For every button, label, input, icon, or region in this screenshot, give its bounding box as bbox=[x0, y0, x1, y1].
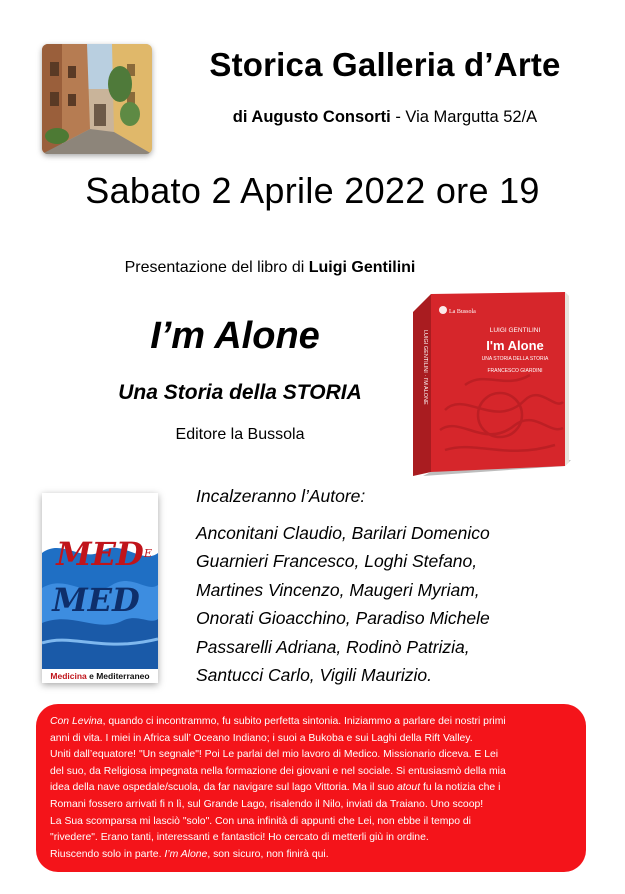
gallery-address: - Via Margutta 52/A bbox=[390, 108, 538, 126]
note-line: "rivedere". Erano tanti, interessanti e fantastici! Ho cercato di metterli giù in ordine. bbox=[50, 832, 429, 844]
author-note-text bbox=[50, 714, 574, 863]
speakers-line: Santucci Carlo, Vigili Maurizio. bbox=[196, 665, 433, 686]
note-line: idea della nave ospedale/scuola, da far navigare sul lago Vittoria. Ma il suo atout fu la notizia che i bbox=[50, 782, 501, 794]
book-publisher: Editore la Bussola bbox=[175, 426, 305, 443]
gallery-address-line bbox=[170, 108, 600, 127]
gallery-owner: di Augusto Consorti bbox=[232, 108, 391, 126]
cover-series: La Bussola bbox=[449, 309, 476, 315]
speakers-line: Onorati Gioacchino, Paradiso Michele bbox=[196, 608, 490, 629]
book-author: Luigi Gentilini bbox=[308, 259, 416, 276]
note-line: Riuscendo solo in parte. I’m Alone, son sicuro, non finirà qui. bbox=[50, 848, 329, 860]
panel-heading: Incalzeranno l’Autore: bbox=[196, 486, 366, 506]
gallery-name: Storica Galleria d’Arte bbox=[209, 46, 561, 83]
speakers-line: Passarelli Adriana, Rodinò Patrizia, bbox=[196, 636, 470, 657]
street-photo-image bbox=[42, 44, 152, 154]
note-line: del suo, da Religiosa impegnata nella formazione dei giovani e nel sociale. Si entusiasmò della mia bbox=[50, 765, 506, 777]
logo-word-top: MED bbox=[56, 535, 144, 573]
medicina-mediterraneo-logo bbox=[42, 493, 158, 683]
speakers-line: Martines Vincenzo, Maugeri Myriam, bbox=[196, 579, 480, 600]
author-note-box bbox=[36, 704, 586, 872]
presentation-intro: Presentazione del libro di bbox=[124, 259, 309, 276]
cover-spine-text: LUIGI GENTILINI · I'M ALONE bbox=[422, 330, 428, 405]
cover-preface: FRANCESCO GIARDINI bbox=[487, 368, 543, 374]
event-date: Sabato 2 Aprile 2022 ore 19 bbox=[85, 170, 540, 211]
book-title: I’m Alone bbox=[150, 315, 320, 357]
presentation-line bbox=[70, 259, 470, 277]
note-line: Romani fossero arrivati fi n lì, sul Grande Lago, risalendo il Nilo, inviati da Traiano. Uno scoop! bbox=[50, 798, 484, 810]
cover-subtitle: UNA STORIA DELLA STORIA bbox=[481, 356, 549, 362]
med-logo-graphic bbox=[42, 493, 158, 669]
book-subtitle: Una Storia della STORIA bbox=[118, 381, 362, 404]
note-line: anni di vita. I miei in Africa sull’ Oceano Indiano; i suoi a Bukoba e sui Laghi della Rift Valley. bbox=[50, 732, 473, 744]
book-cover bbox=[405, 290, 575, 480]
speakers-line: Anconitani Claudio, Barilari Domenico bbox=[196, 523, 490, 543]
cover-title: I'm Alone bbox=[486, 338, 544, 353]
note-line: Uniti dall’equatore! "Un segnale"! Poi Le parlai del mio lavoro di Medico. Missionario diceva. E Lei bbox=[50, 749, 499, 761]
speakers-line: Guarnieri Francesco, Loghi Stefano, bbox=[196, 551, 478, 572]
book-cover-image bbox=[405, 290, 575, 480]
logo-caption: Medicina e Mediterraneo bbox=[42, 669, 158, 683]
street-photo bbox=[42, 44, 152, 154]
speakers-list bbox=[196, 519, 606, 689]
cover-author: LUIGI GENTILINI bbox=[489, 327, 541, 334]
note-line: Con Levina, quando ci incontrammo, fu subito perfetta sintonia. Iniziammo a parlare dei nostri primi bbox=[50, 716, 506, 727]
note-line: La Sua scomparsa mi lasciò "solo". Con una infinità di appunti che Lei, non ebbe il tempo di bbox=[50, 815, 471, 827]
logo-word-e: E bbox=[144, 547, 153, 560]
logo-word-bottom: MED bbox=[52, 581, 140, 619]
